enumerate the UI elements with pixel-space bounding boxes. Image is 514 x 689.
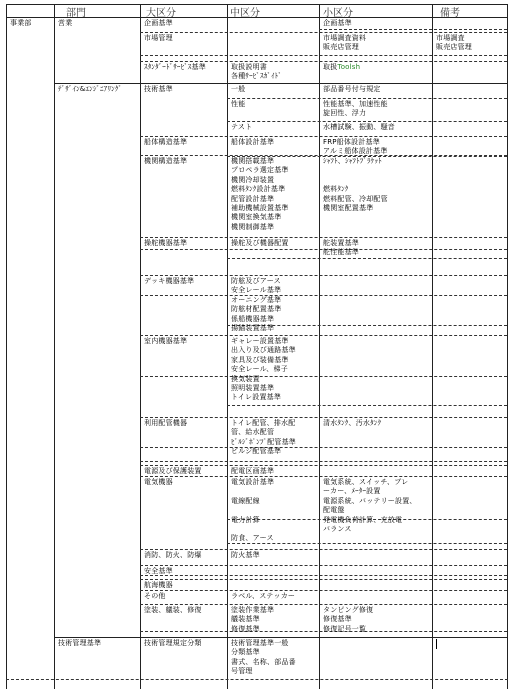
table-cell-d: 機関搭載基準 プロペラ選定基準 機関冷却装置 燃料ﾀﾝｸ設計基準 配管設計基準 補助機械設置基準 機関室換気基準 機関制御基準 <box>231 157 289 231</box>
table-cell-f: 市場調査 販売店管理 <box>436 34 472 52</box>
header-dept: 部門 <box>66 8 86 19</box>
divider-notes <box>432 4 433 689</box>
table-cell-e: 水槽試験、振動、騒音 <box>323 123 395 131</box>
table-cell-c: 室内機器基準 <box>144 337 188 345</box>
divider-major <box>140 4 141 689</box>
row-separator <box>6 679 508 680</box>
table-cell-d: 一般 <box>231 85 246 93</box>
table-cell-c: 電気機器 <box>144 478 173 486</box>
table-cell-d: 配電区画基準 <box>231 467 275 475</box>
table-cell-e: 電気系統、スイッチ、ブレ ーカー、ﾒｰﾀｰ設置 電源系統、バッテリー設置、 配電盤 発電機負荷計算、充放電 バランス <box>323 478 417 534</box>
row-separator <box>227 121 507 122</box>
table-cell-d: 電気設計基準 電線配線 電力計算 防食、アース <box>231 478 275 543</box>
row-separator <box>140 136 507 137</box>
header-notes: 備考 <box>440 8 460 19</box>
row-separator <box>140 447 507 448</box>
row-separator <box>319 29 507 30</box>
table-cell-d: ラベル、ステッカー <box>231 592 296 600</box>
row-separator <box>140 604 507 605</box>
row-separator <box>140 579 507 580</box>
table-cell-d: 操舵及び機器配置 <box>231 239 289 247</box>
header-middle: 中区分 <box>230 8 260 19</box>
table-cell-e: 市場調査資料 販売店管理 <box>323 34 367 52</box>
table-cell-a: 事業部 <box>10 19 32 27</box>
table-cell-d: 防舷及びアース 安全レール基準 オーニング基準 防舷材配置基準 係船機器基準 揚錨装置基準 <box>231 277 282 333</box>
table-cell-b: ﾃﾞｻﾞｲﾝ&ｴﾝｼﾞﾆｱﾘﾝｸﾞ <box>58 85 123 93</box>
row-separator <box>140 590 507 591</box>
table-cell-d: 技術管理基準一般 分類基準 書式、名称、部品番 号管理 <box>231 639 296 676</box>
divider-minor <box>319 4 320 689</box>
table-cell-d: 船体設計基準 <box>231 138 275 146</box>
border-left <box>6 4 7 689</box>
table-cell-c: ｽﾀﾝﾀﾞｰﾄﾞｻｰﾋﾞｽ基準 <box>144 63 206 71</box>
header-major: 大区分 <box>146 8 176 19</box>
row-separator <box>140 575 507 576</box>
table-cell-d: 性能 <box>231 100 246 108</box>
row-separator <box>140 549 507 550</box>
row-separator <box>227 258 507 259</box>
row-separator <box>140 461 507 462</box>
row-separator <box>140 275 507 276</box>
table-cell-e: タンピング修復 修復基準 修復記号一覧 <box>323 606 374 633</box>
table-cell-e: ｼｬﾌﾄ、ｼｬﾌﾄﾌﾞﾗｹｯﾄ 燃料ﾀﾝｸ 燃料配管、冷却配管 機関室配置基準 <box>323 157 388 213</box>
table-cell-c: 操舵機器基準 <box>144 239 188 247</box>
table-cell-b: 技術管理基準 <box>58 639 102 647</box>
table-cell-c: 塗装、艤装、修復 <box>144 606 202 614</box>
table-cell-c: 市場管理 <box>144 34 173 42</box>
row-separator <box>140 417 507 418</box>
border-right <box>507 4 508 689</box>
table-cell-c: 消防、防火、防爆 <box>144 551 202 559</box>
row-separator <box>140 376 507 377</box>
table-cell-c: 利用配管機器 <box>144 419 188 427</box>
table-cell-d: 塗装作業基準 艤装基準 修復基準 <box>231 606 275 633</box>
table-cell-c: 航海機器 <box>144 581 173 589</box>
table-cell-c: 企画基準 <box>144 19 173 27</box>
table-cell-e: 清水ﾀﾝｸ、汚水ﾀﾝｸ <box>323 419 382 427</box>
divider-middle <box>227 4 228 689</box>
row-separator <box>140 295 507 296</box>
row-separator <box>227 405 507 406</box>
divider-dept <box>54 4 55 689</box>
table-cell-d: 取扱説明書 各種ｻｰﾋﾞｽｶﾞｲﾄﾞ <box>231 63 282 81</box>
table-cell-b: 営業 <box>58 19 73 27</box>
text-cursor <box>436 639 437 649</box>
row-separator <box>54 637 507 638</box>
table-cell-c: 機関構造基準 <box>144 157 188 165</box>
row-separator <box>54 83 507 84</box>
table-cell-e: 部品番号付与規定 <box>323 85 381 93</box>
table-cell-c: 電源及び保護装置 <box>144 467 202 475</box>
row-separator <box>140 565 507 566</box>
table-cell-d: 防火基準 <box>231 551 260 559</box>
table-cell-e: 性能基準、加速性能 旋回性、浮力 <box>323 100 388 118</box>
table-cell-e: 企画基準 <box>323 19 352 27</box>
row-separator <box>227 98 507 99</box>
row-separator <box>140 61 507 62</box>
table-cell-c: 船体構造基準 <box>144 138 188 146</box>
row-separator <box>140 32 507 33</box>
table-cell-d: テスト <box>231 123 253 131</box>
row-separator <box>140 465 507 466</box>
table-cell-e: 舵装置基準 舵性能基準 <box>323 239 359 257</box>
row-separator <box>140 55 507 56</box>
table-cell-d: トイレ配管、排水配 管、給水配管 ﾋﾞﾙｼﾞﾎﾟﾝﾌﾟ配管基準 ビルジ配管基準 <box>231 419 296 456</box>
table-cell-c: 技術基準 <box>144 85 173 93</box>
header-minor: 小区分 <box>323 8 353 19</box>
row-separator <box>140 335 507 336</box>
row-separator <box>140 237 507 238</box>
table-cell-c: その他 <box>144 592 166 600</box>
table-cell-e: FRP船体設計基準 アルミ船体設計基準 <box>323 138 388 156</box>
table-cell-c: 技術管理規定分類 <box>144 639 202 647</box>
table-cell-c: 安全基準 <box>144 567 173 575</box>
table-cell-e: 取扱Toolsh <box>323 63 361 71</box>
table-cell-c: デッキ機器基準 <box>144 277 195 285</box>
table-cell-d: ギャレー設置基準 出入り及び通路基準 家具及び装備基準 安全レール、梯子 換気装置 照明装置基準 トイレ設置基準 <box>231 337 296 402</box>
